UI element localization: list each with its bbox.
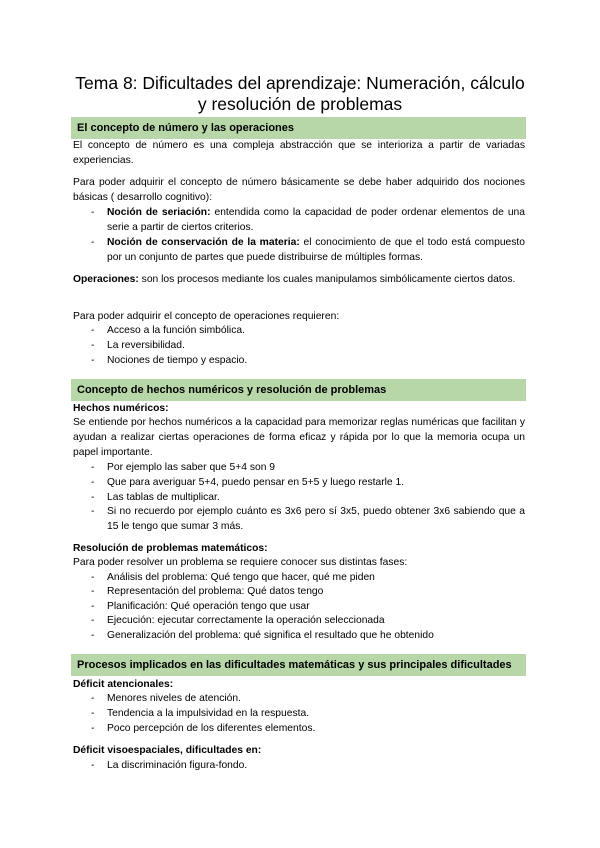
subheading: Hechos numéricos: xyxy=(73,403,169,414)
list-dash: - xyxy=(91,325,95,336)
list-item: Por ejemplo las saber que 5+4 son 9 xyxy=(107,462,276,473)
term: Operaciones: xyxy=(73,274,139,285)
section-heading-hechos: Concepto de hechos numéricos y resolución de problemas xyxy=(71,379,526,401)
list-item: Análisis del problema: Qué tengo que hacer, qué me piden xyxy=(107,572,375,583)
title-line-2: y resolución de problemas xyxy=(197,94,403,114)
page-title xyxy=(60,73,540,115)
list-dash: - xyxy=(91,760,95,771)
list-item: Menores niveles de atención. xyxy=(107,693,241,704)
subheading: Resolución de problemas matemáticos: xyxy=(73,543,268,554)
list-item: Representación del problema: Qué datos tengo xyxy=(107,586,324,597)
paragraph: Para poder resolver un problema se requiere conocer sus distintas fases: xyxy=(73,557,408,568)
list-dash: - xyxy=(91,506,95,517)
list-item: La reversibilidad. xyxy=(107,340,185,351)
term-text: entendida como la capacidad de poder ordenar elementos de una serie a partir de ciertos criterios. xyxy=(107,207,525,233)
list-dash: - xyxy=(91,601,95,612)
list-dash: - xyxy=(91,693,95,704)
list-item: La discriminación figura-fondo. xyxy=(107,760,248,771)
list-dash: - xyxy=(91,462,95,473)
list-item: Si no recuerdo por ejemplo cuánto es 3x6 pero sí 3x5, puedo obtener 3x6 sabiendo que a 15 le tengo que sumar 3 más. xyxy=(107,506,525,532)
list-item: Acceso a la función simbólica. xyxy=(107,325,245,336)
list-dash: - xyxy=(91,708,95,719)
list-item xyxy=(107,236,525,266)
list-dash: - xyxy=(91,615,95,626)
list-dash: - xyxy=(91,477,95,488)
term: Noción de seriación: xyxy=(107,207,211,218)
list-dash: - xyxy=(91,492,95,503)
paragraph: Para poder adquirir el concepto de número básicamente se debe haber adquirido dos nociones básicas ( desarrollo cognitivo): xyxy=(73,177,525,203)
list-item xyxy=(107,206,525,236)
subheading: Déficit visoespaciales, dificultades en: xyxy=(73,745,262,756)
list-item: Ejecución: ejecutar correctamente la operación seleccionada xyxy=(107,615,385,626)
list-item: Generalización del problema: qué significa el resultado que he obtenido xyxy=(107,630,434,641)
paragraph xyxy=(73,273,525,288)
list-dash: - xyxy=(91,586,95,597)
paragraph: Para poder adquirir el concepto de operaciones requieren: xyxy=(73,311,340,322)
list-dash: - xyxy=(91,237,95,248)
list-item: Que para averiguar 5+4, puedo pensar en 5+5 y luego restarle 1. xyxy=(107,477,405,488)
list-dash: - xyxy=(91,340,95,351)
term-text: el conocimiento de que el todo está compuesto por un conjunto de partes que puede distribuirse de múltiples formas. xyxy=(107,237,526,263)
list-dash: - xyxy=(91,723,95,734)
title-line-1: Tema 8: Dificultades del aprendizaje: Numeración, cálculo xyxy=(75,73,525,93)
list-dash: - xyxy=(91,630,95,641)
list-dash: - xyxy=(91,355,95,366)
section-heading-numero: El concepto de número y las operaciones xyxy=(71,117,526,139)
list-item: Las tablas de multiplicar. xyxy=(107,492,220,503)
list-dash: - xyxy=(91,207,95,218)
list-item: Planificación: Qué operación tengo que usar xyxy=(107,601,310,612)
section-heading-procesos: Procesos implicados en las dificultades matemáticas y sus principales dificultades xyxy=(71,654,526,676)
list-item: Tendencia a la impulsividad en la respuesta. xyxy=(107,708,310,719)
list-item: Poco percepción de los diferentes elementos. xyxy=(107,723,316,734)
subheading: Déficit atencionales: xyxy=(73,679,174,690)
paragraph: Se entiende por hechos numéricos a la capacidad para memorizar reglas numéricas que facilitan y ayudan a realizar ciertas operaciones de forma eficaz y rápida por lo que la memoria ocupa un papel importante. xyxy=(73,417,525,458)
list-dash: - xyxy=(91,572,95,583)
list-item: Nociones de tiempo y espacio. xyxy=(107,355,248,366)
paragraph: El concepto de número es una compleja abstracción que se interioriza a partir de variadas experiencias. xyxy=(73,140,525,166)
term: Noción de conservación de la materia: xyxy=(107,237,300,248)
term-text: son los procesos mediante los cuales manipulamos simbólicamente ciertos datos. xyxy=(138,274,516,285)
